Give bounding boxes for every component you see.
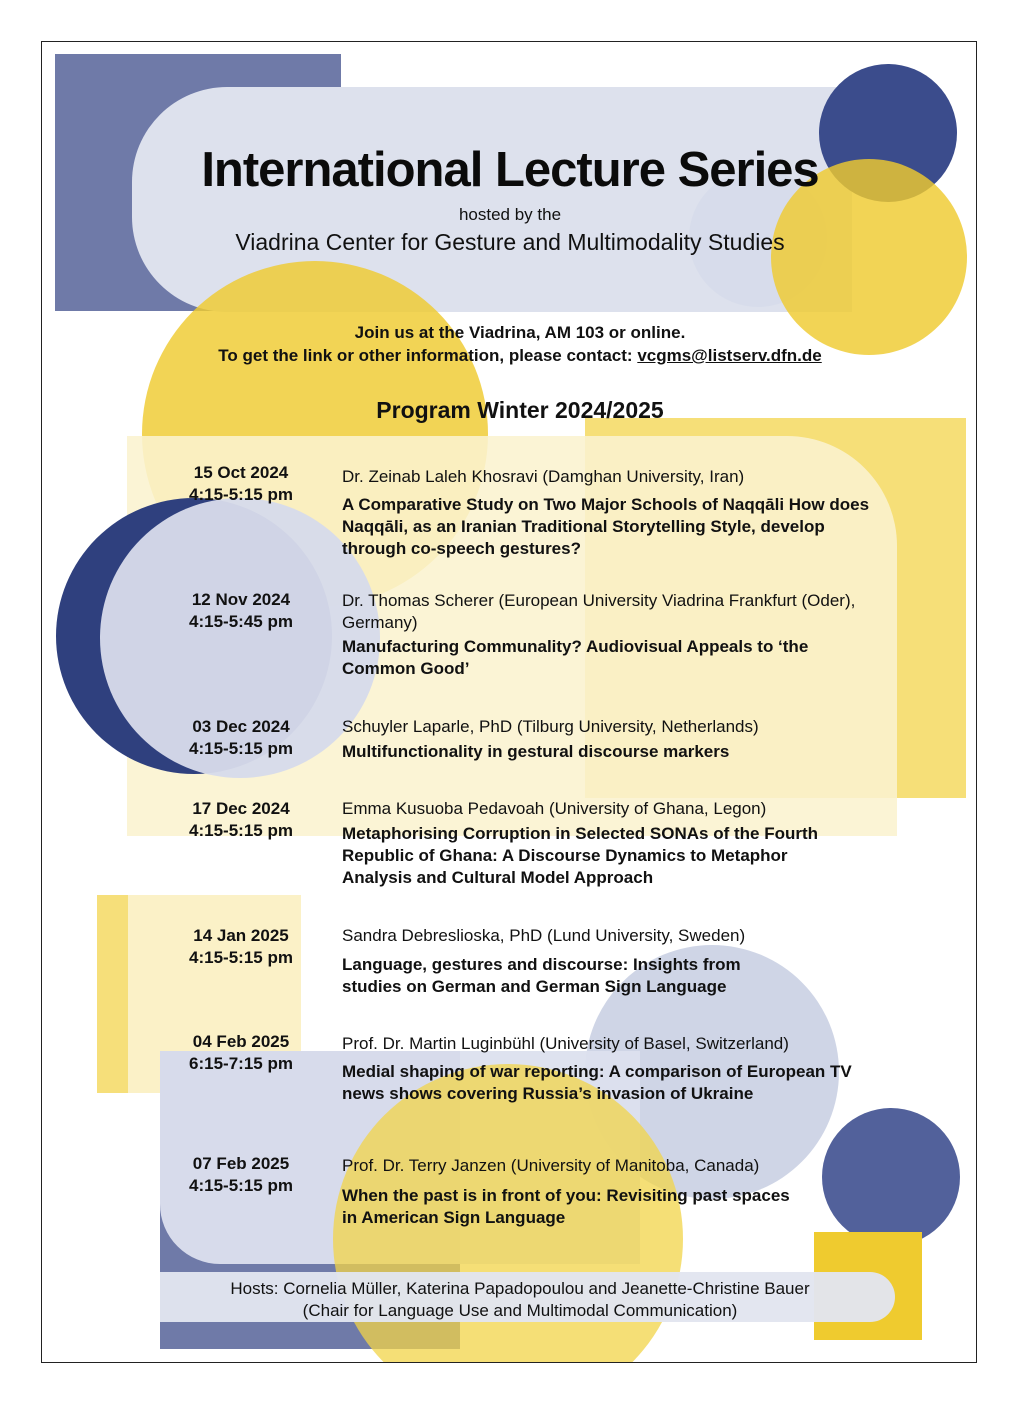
event-talk-title: A Comparative Study on Two Major Schools of Naqqāli How does Naqqāli, as an Iranian Traditional Storytelling Style, develop through co-speech gestures? (342, 495, 870, 558)
join-line: Join us at the Viadrina, AM 103 or online. (354, 323, 686, 342)
center-name: Viadrina Center for Gesture and Multimodality Studies (235, 229, 785, 255)
program-title: Program Winter 2024/2025 (376, 397, 664, 423)
event-time: 6:15-7:15 pm (189, 1054, 293, 1073)
event-time: 4:15-5:15 pm (189, 485, 293, 504)
hosts-names: Hosts: Cornelia Müller, Katerina Papadopoulou and Jeanette-Christine Bauer (230, 1279, 810, 1298)
event-datetime (141, 589, 341, 633)
event-datetime (141, 716, 341, 760)
event-speaker: Dr. Zeinab Laleh Khosravi (Damghan University, Iran) (342, 467, 745, 486)
event-speaker: Prof. Dr. Martin Luginbühl (University of Basel, Switzerland) (342, 1034, 789, 1053)
event-datetime (141, 1031, 341, 1075)
event-date: 12 Nov 2024 (191, 590, 291, 609)
event-datetime (141, 462, 341, 506)
event-talk-title: When the past is in front of you: Revisiting past spaces in American Sign Language (342, 1186, 790, 1227)
event-date: 04 Feb 2025 (192, 1032, 290, 1051)
event-time: 4:15-5:15 pm (189, 739, 293, 758)
event-talk-title: Manufacturing Communality? Audiovisual Appeals to ‘the Common Good’ (342, 637, 809, 678)
hosts-footer (42, 1278, 977, 1322)
event-date: 03 Dec 2024 (192, 717, 290, 736)
event-time: 4:15-5:45 pm (189, 612, 293, 631)
event-date: 07 Feb 2025 (192, 1154, 290, 1173)
event-date: 14 Jan 2025 (193, 926, 289, 945)
event-speaker: Dr. Thomas Scherer (European University Viadrina Frankfurt (Oder), Germany) (342, 591, 856, 632)
event-talk-title: Metaphorising Corruption in Selected SONAs of the Fourth Republic of Ghana: A Discourse Dynamics to Metaphor Analysis and Cultural Model Approach (342, 824, 819, 887)
event-talk-title: Language, gestures and discourse: Insights from studies on German and German Sign Language (342, 955, 741, 996)
event-speaker: Emma Kusuoba Pedavoah (University of Ghana, Legon) (342, 799, 767, 818)
hosted-by-text: hosted by the (458, 205, 562, 224)
event-speaker: Sandra Debreslioska, PhD (Lund University, Sweden) (342, 926, 746, 945)
event-time: 4:15-5:15 pm (189, 948, 293, 967)
event-time: 4:15-5:15 pm (189, 821, 293, 840)
venue-info (42, 321, 977, 367)
event-talk-title: Medial shaping of war reporting: A comparison of European TV news shows covering Russia’s invasion of Ukraine (342, 1062, 852, 1103)
page-title: International Lecture Series (201, 143, 819, 197)
event-datetime (141, 798, 341, 842)
poster (41, 41, 977, 1363)
event-talk-title: Multifunctionality in gestural discourse markers (342, 742, 730, 761)
navy-circle-bottom-right (822, 1108, 960, 1246)
event-time: 4:15-5:15 pm (189, 1176, 293, 1195)
event-datetime (141, 925, 341, 969)
event-datetime (141, 1153, 341, 1197)
event-speaker: Schuyler Laparle, PhD (Tilburg University, Netherlands) (342, 717, 759, 736)
contact-text: To get the link or other information, please contact: (218, 346, 638, 365)
contact-line (42, 344, 977, 367)
event-speaker: Prof. Dr. Terry Janzen (University of Manitoba, Canada) (342, 1156, 760, 1175)
hosts-chair: (Chair for Language Use and Multimodal Communication) (302, 1301, 738, 1320)
contact-email-link[interactable]: vcgms@listserv.dfn.de (637, 346, 822, 365)
event-date: 17 Dec 2024 (192, 799, 290, 818)
event-date: 15 Oct 2024 (193, 463, 289, 482)
